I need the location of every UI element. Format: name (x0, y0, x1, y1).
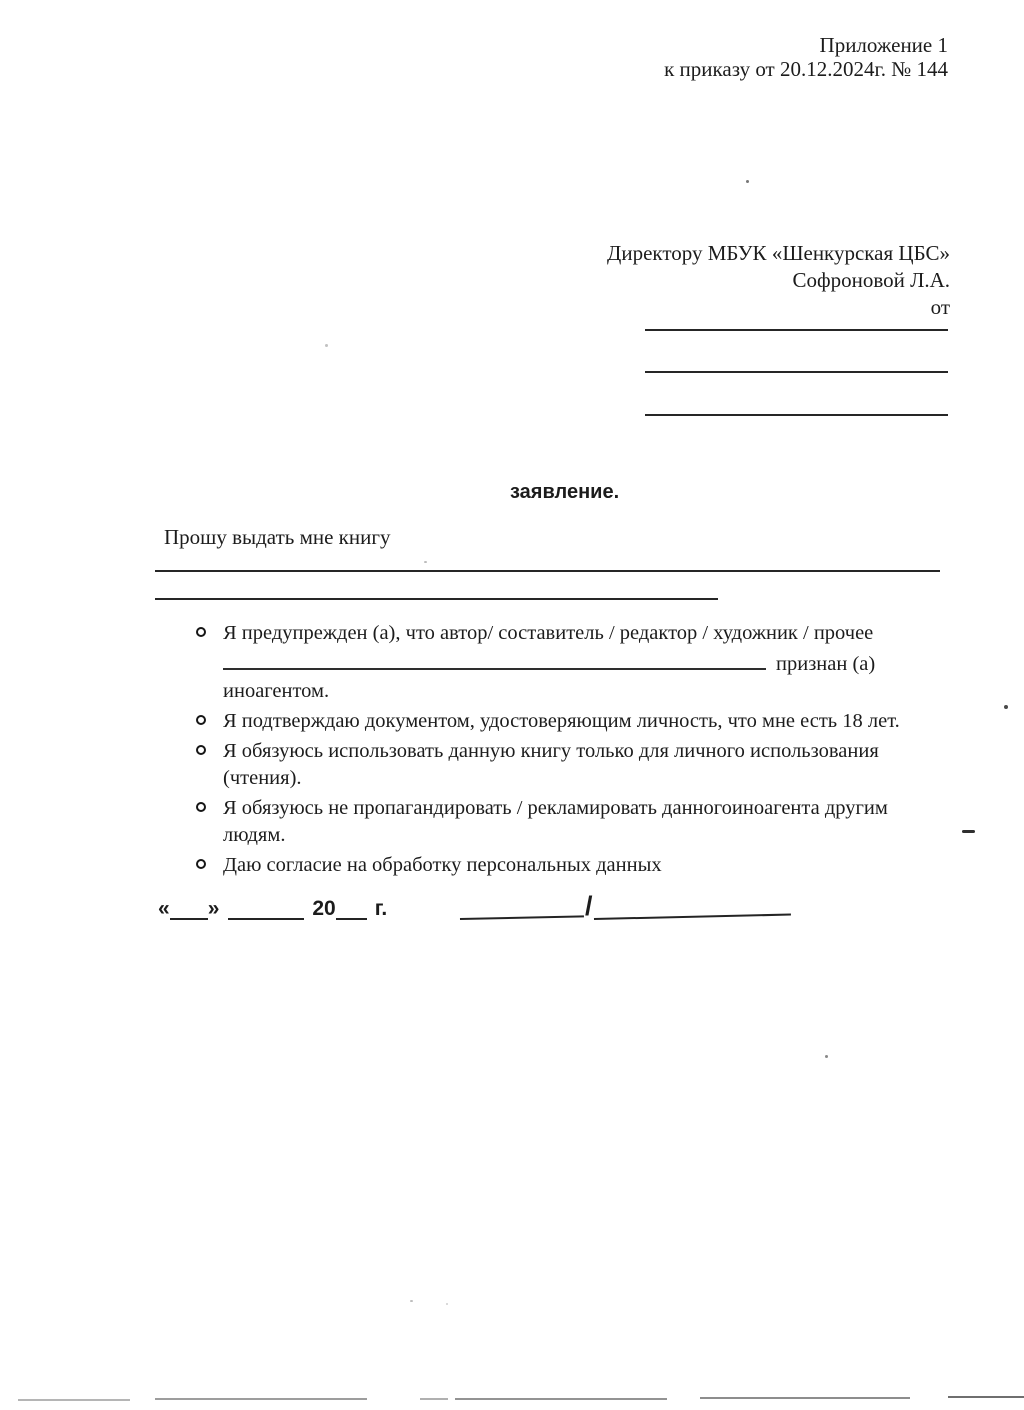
date-fill-in (158, 893, 387, 920)
scan-edge-line (948, 1396, 1024, 1398)
signature-blank (459, 891, 584, 920)
condition-text: Я обязуюсь не пропагандировать / рекламировать данногоиноагента другим людям. (223, 796, 888, 846)
condition-text: (чтения). (223, 766, 302, 789)
condition-text: Даю согласие на обработку персональных данных (223, 853, 662, 876)
addressee-block (607, 240, 950, 321)
book-title-blank-line-2 (155, 598, 718, 600)
signature-separator: / (585, 891, 593, 921)
list-item (196, 795, 952, 849)
scan-edge-line (700, 1397, 910, 1399)
condition-age-confirmation (223, 708, 952, 735)
addressee-director: Директору МБУК «Шенкурская ЦБС» (607, 241, 950, 265)
year-suffix: г. (374, 897, 388, 920)
appendix-number: Приложение 1 (819, 33, 948, 57)
bullet-icon (196, 715, 206, 725)
month-blank (228, 894, 304, 920)
bullet-icon (196, 627, 206, 637)
scan-speck (410, 1300, 413, 1302)
signature-fill-in (460, 889, 791, 920)
scan-speck (825, 1055, 828, 1058)
name-blank (593, 890, 791, 920)
scan-edge-line (455, 1398, 667, 1400)
close-quote: » (207, 897, 220, 920)
foreign-agent-name-blank-line (223, 647, 766, 670)
condition-personal-use (223, 738, 952, 792)
applicant-blank-line-3 (645, 414, 948, 416)
day-blank (170, 894, 208, 920)
scan-speck (746, 180, 749, 183)
list-item (196, 620, 952, 705)
condition-text: признан (а) (776, 652, 876, 675)
scan-speck (446, 1303, 448, 1305)
scan-edge-line (420, 1398, 448, 1400)
condition-text: Я предупрежден (а), что автор/ составитель / редактор / художник / прочее (223, 622, 874, 644)
scan-speck (1004, 705, 1008, 709)
book-title-blank-line-1 (155, 570, 940, 572)
bullet-icon (196, 859, 206, 869)
year-blank (336, 894, 367, 920)
bullet-icon (196, 802, 206, 812)
conditions-list (196, 620, 952, 882)
applicant-blank-line-2 (645, 371, 948, 373)
applicant-blank-line-1 (645, 329, 948, 331)
appendix-header (664, 33, 948, 81)
list-item (196, 852, 952, 879)
addressee-name: Софроновой Л.А. (792, 268, 950, 292)
open-quote: « (158, 897, 170, 920)
scan-speck (325, 344, 328, 347)
request-label: Прошу выдать мне книгу (164, 525, 391, 549)
condition-no-promotion (223, 795, 952, 849)
scan-edge-line (155, 1398, 367, 1400)
condition-text: иноагентом. (223, 679, 330, 702)
order-reference: к приказу от 20.12.2024г. № 144 (664, 57, 948, 81)
bullet-icon (196, 745, 206, 755)
condition-personal-data-consent (223, 852, 952, 879)
foreign-agent-name-row (223, 647, 952, 678)
scan-speck (424, 561, 427, 563)
document-title: заявление. (510, 481, 620, 503)
from-label: от (930, 295, 950, 319)
list-item (196, 708, 952, 735)
condition-foreign-agent-warning (223, 620, 952, 705)
list-item (196, 738, 952, 792)
year-prefix: 20 (312, 897, 336, 920)
scan-edge-line (18, 1399, 130, 1401)
condition-text: Я обязуюсь использовать данную книгу только для личного использования (223, 739, 879, 762)
scan-dash (962, 830, 975, 833)
condition-text: Я подтверждаю документом, удостоверяющим личность, что мне есть 18 лет. (223, 709, 900, 732)
